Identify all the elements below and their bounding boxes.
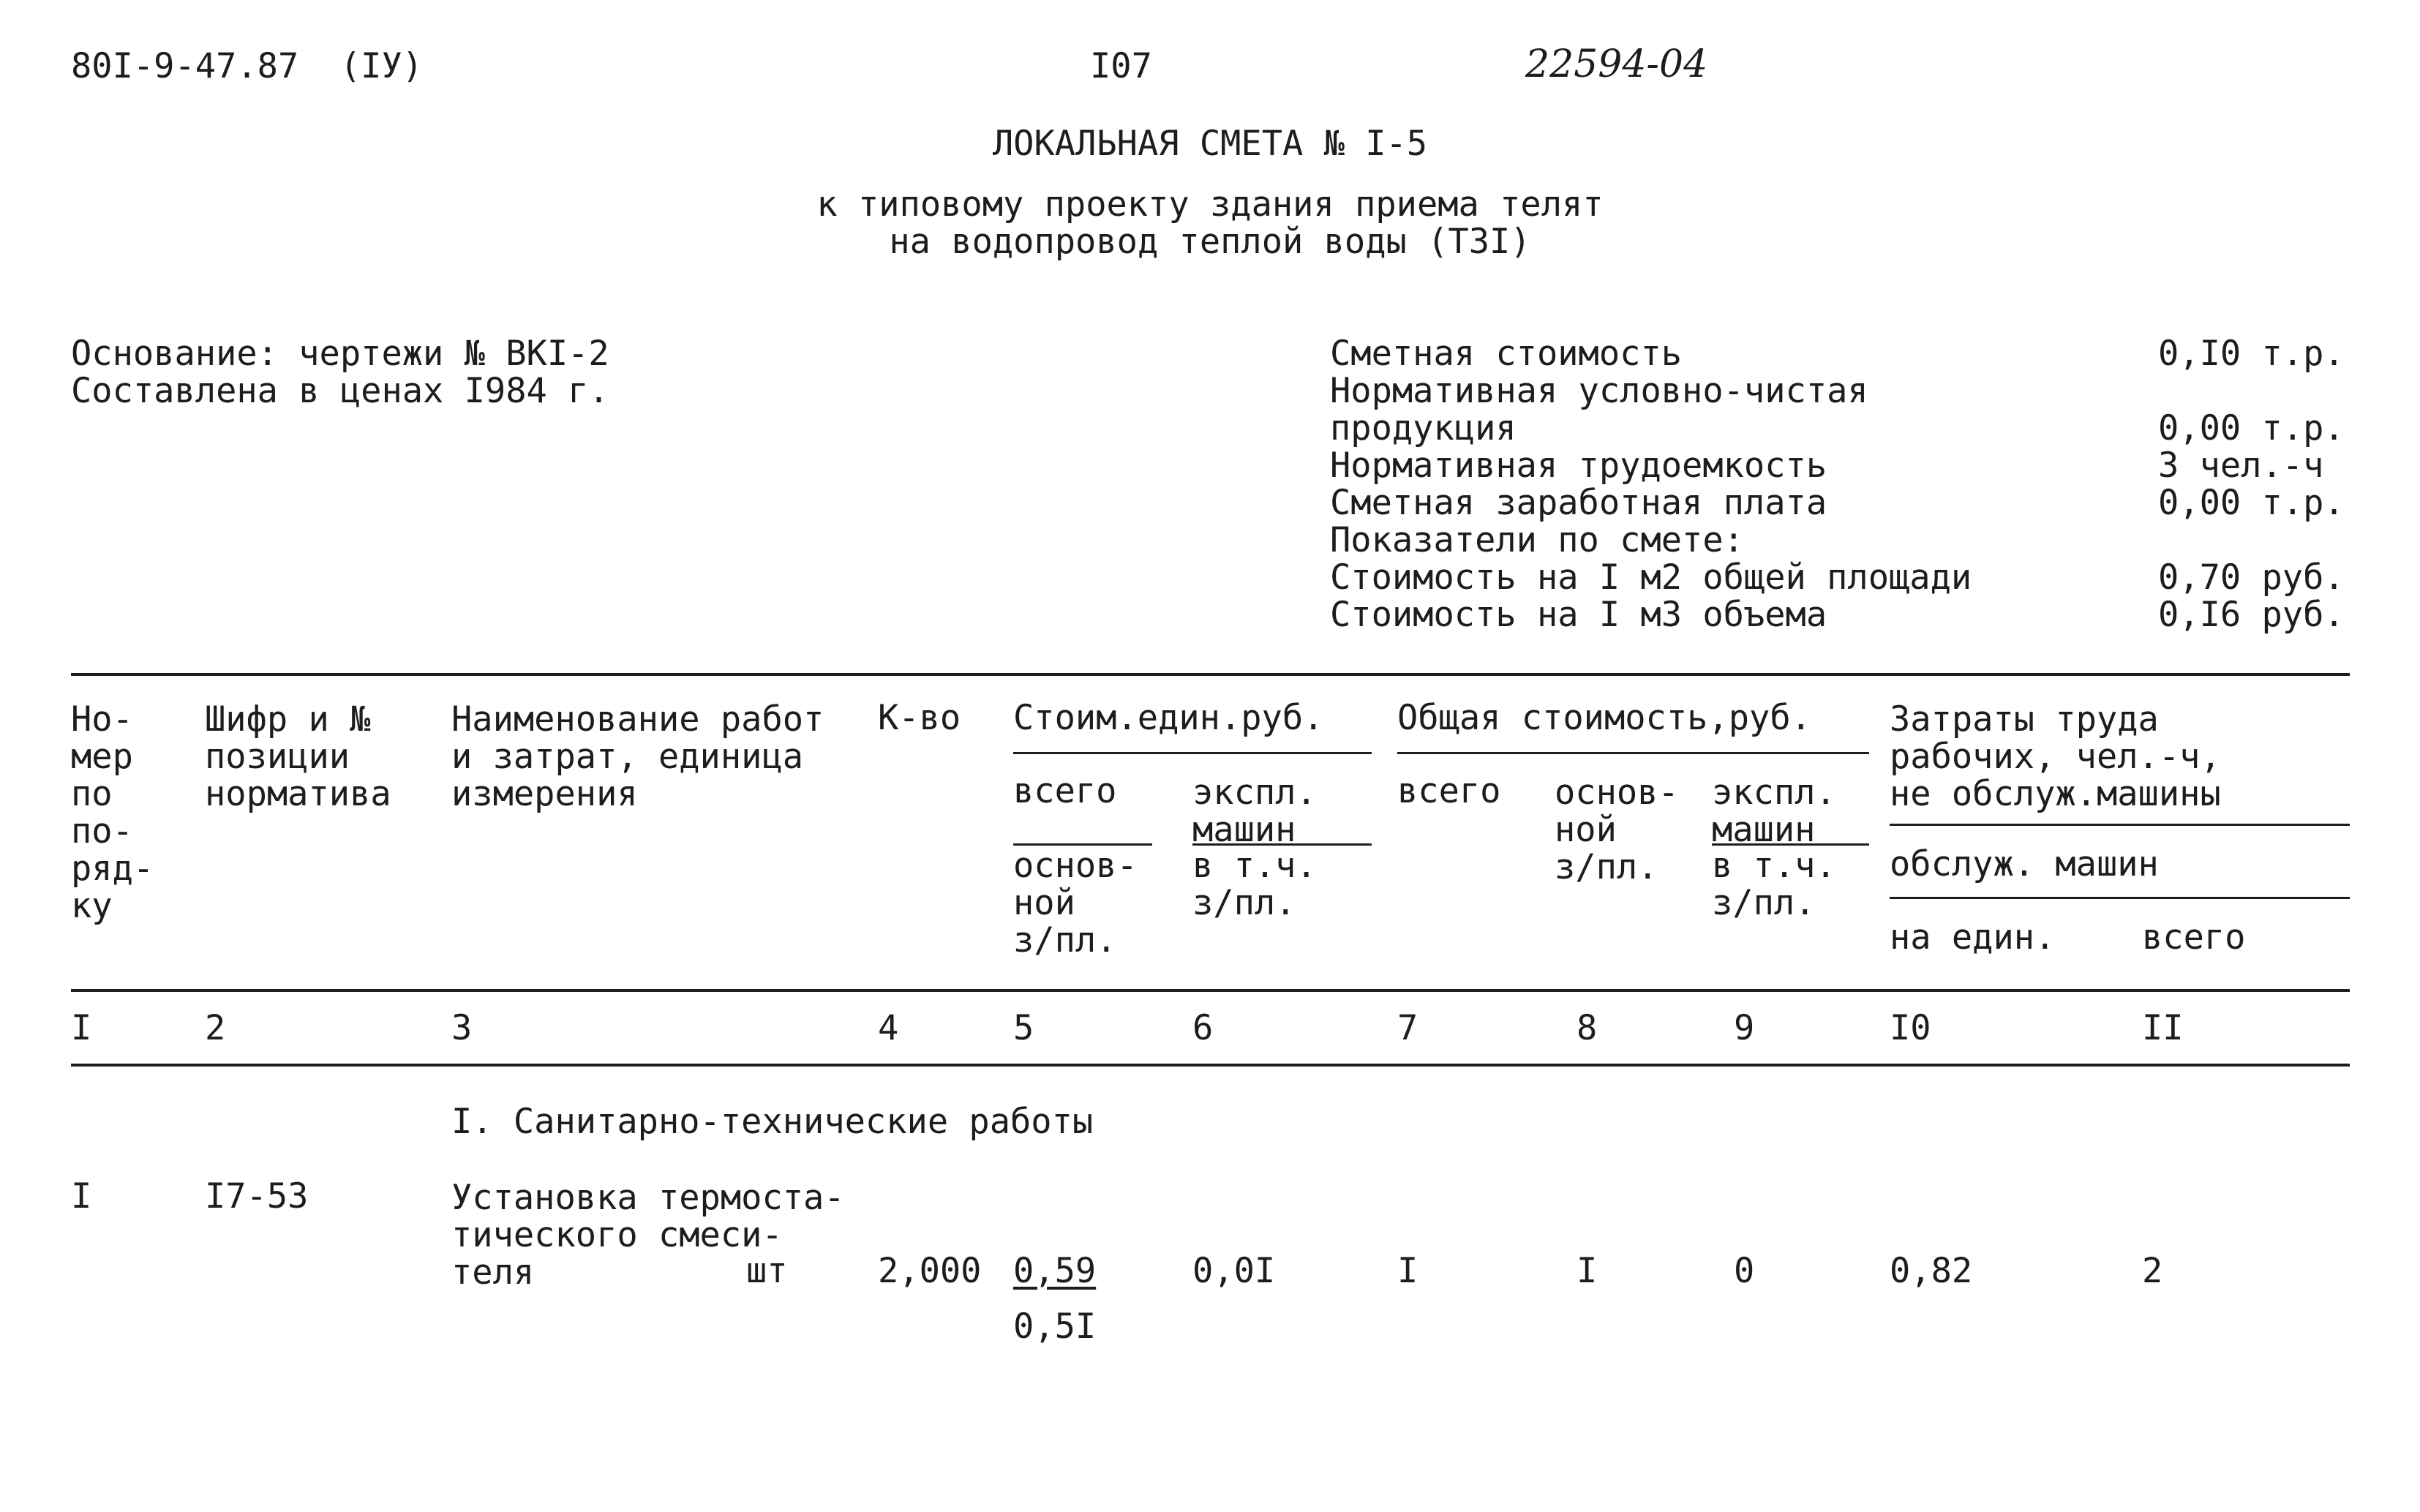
col-header-unit-machine: экспл. машин bbox=[1192, 772, 1317, 850]
col-header-name: Наименование работ и затрат, единица измерения bbox=[451, 699, 824, 814]
col-number-11: II bbox=[2142, 1008, 2184, 1048]
basis-line-1: Основание: чертежи № ВКI-2 bbox=[71, 334, 609, 374]
estimate-subtitle-2: на водопровод теплой воды (Т3I) bbox=[889, 222, 1531, 262]
col-header-labor-unit: на един. bbox=[1890, 917, 2056, 958]
col-header-labor-group: Затраты труда рабочих, чел.-ч, не обслуж.машины bbox=[1890, 699, 2221, 814]
col-header-total-machine-wage: в т.ч. з/пл. bbox=[1712, 846, 1836, 923]
summary-value-volume-cost: 0,I6 руб. bbox=[2158, 595, 2345, 635]
row-unit-total: 0,59 bbox=[1013, 1251, 1097, 1291]
col-number-9: 9 bbox=[1734, 1008, 1755, 1048]
col-number-2: 2 bbox=[205, 1008, 226, 1048]
col-header-labor-service: обслуж. машин bbox=[1890, 844, 2159, 884]
row-code: I7-53 bbox=[205, 1176, 309, 1216]
summary-label-volume-cost: Стоимость на I м3 объема bbox=[1330, 595, 1827, 635]
col-number-10: I0 bbox=[1890, 1008, 1931, 1048]
row-unit: шт bbox=[746, 1251, 788, 1291]
row-quantity: 2,000 bbox=[878, 1251, 982, 1291]
col-header-unit-wage: основ- ной з/пл. bbox=[1013, 846, 1138, 960]
summary-label-labor: Нормативная трудоемкость bbox=[1330, 445, 1827, 486]
row-total-machine: 0 bbox=[1734, 1251, 1755, 1291]
summary-value-cost: 0,I0 т.р. bbox=[2158, 334, 2345, 374]
summary-label-wage: Сметная заработная плата bbox=[1330, 483, 1827, 523]
basis-line-2: Составлена в ценах I984 г. bbox=[71, 371, 609, 411]
col-number-4: 4 bbox=[878, 1008, 899, 1048]
col-header-unit-machine-wage: в т.ч. з/пл. bbox=[1192, 846, 1317, 923]
summary-value-product: 0,00 т.р. bbox=[2158, 408, 2345, 448]
labor-subheader-rule-1 bbox=[1890, 824, 2350, 826]
row-name: Установка термоста- тического смеси- теля bbox=[451, 1178, 845, 1293]
page-number: I07 bbox=[1090, 46, 1152, 86]
row-unit-wage: 0,5I bbox=[1013, 1306, 1097, 1347]
col-header-unit-cost-group: Стоим.един.руб. bbox=[1013, 698, 1324, 738]
col-header-total-machine: экспл. машин bbox=[1712, 772, 1836, 850]
col-number-6: 6 bbox=[1192, 1008, 1214, 1048]
summary-value-area-cost: 0,70 руб. bbox=[2158, 557, 2345, 598]
handwritten-number: 22594-04 bbox=[1525, 42, 1708, 86]
col-header-total: всего bbox=[1397, 771, 1501, 811]
summary-label-cost: Сметная стоимость bbox=[1330, 334, 1683, 374]
col-number-7: 7 bbox=[1397, 1008, 1418, 1048]
section-title: I. Санитарно-технические работы bbox=[451, 1102, 1094, 1142]
row-labor-total: 2 bbox=[2142, 1251, 2163, 1291]
estimate-subtitle-1: к типовому проекту здания приема телят bbox=[816, 184, 1604, 225]
summary-value-wage: 0,00 т.р. bbox=[2158, 483, 2345, 523]
col-number-1: I bbox=[71, 1008, 92, 1048]
col-header-total-wage: основ- ной з/пл. bbox=[1555, 772, 1679, 887]
col-header-code: Шифр и № позиции норматива bbox=[205, 699, 391, 814]
col-number-8: 8 bbox=[1577, 1008, 1598, 1048]
col-number-3: 3 bbox=[451, 1008, 473, 1048]
unit-cost-group-rule bbox=[1013, 752, 1372, 754]
col-header-labor-total: всего bbox=[2142, 917, 2246, 958]
col-header-quantity: К-во bbox=[878, 698, 961, 738]
summary-label-area-cost: Стоимость на I м2 общей площади bbox=[1330, 557, 1972, 598]
col-header-number: Но- мер по по- ряд- ку bbox=[71, 699, 154, 926]
labor-subheader-rule-2 bbox=[1890, 897, 2350, 899]
summary-label-product-b: продукция bbox=[1330, 408, 1517, 448]
row-labor-unit: 0,82 bbox=[1890, 1251, 1973, 1291]
col-number-5: 5 bbox=[1013, 1008, 1034, 1048]
col-header-total-cost-group: Общая стоимость,руб. bbox=[1397, 698, 1811, 738]
table-top-rule bbox=[71, 673, 2350, 676]
summary-label-product-a: Нормативная условно-чистая bbox=[1330, 371, 1868, 411]
estimate-title: ЛОКАЛЬНАЯ СМЕТА № I-5 bbox=[992, 124, 1428, 164]
summary-value-labor: 3 чел.-ч bbox=[2158, 445, 2324, 486]
document-code: 80I-9-47.87 (IУ) bbox=[71, 46, 424, 86]
row-total: I bbox=[1397, 1251, 1418, 1291]
header-bottom-rule bbox=[71, 989, 2350, 992]
row-number: I bbox=[71, 1176, 92, 1216]
summary-label-indicators: Показатели по смете: bbox=[1330, 520, 1744, 560]
row-total-wage: I bbox=[1577, 1251, 1598, 1291]
col-header-unit-total: всего bbox=[1013, 771, 1117, 811]
row-unit-machine: 0,0I bbox=[1192, 1251, 1276, 1291]
total-cost-group-rule bbox=[1397, 752, 1869, 754]
column-numbers-rule bbox=[71, 1064, 2350, 1067]
